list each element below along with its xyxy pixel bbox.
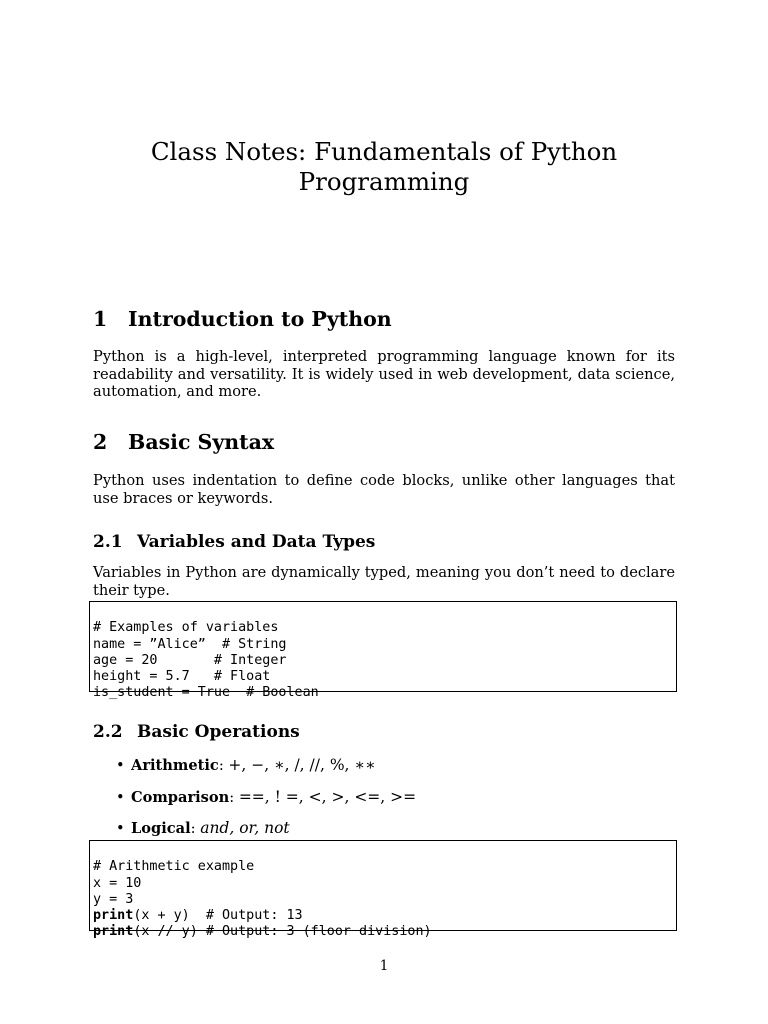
subsection-title: Variables and Data Types: [137, 532, 376, 552]
code-line: is_student = True # Boolean: [93, 685, 319, 701]
title-line-1: Class Notes: Fundamentals of Python: [150, 137, 618, 166]
code-line: # Examples of variables: [93, 620, 279, 636]
section-2-paragraph: Python uses indentation to define code blocks, unlike other languages that use braces or keywords.: [93, 472, 675, 507]
code-line: name = ”Alice” # String: [93, 636, 287, 652]
section-number: 1: [93, 307, 108, 331]
subsection-title: Basic Operations: [137, 722, 300, 742]
subsection-heading-2-2: [93, 722, 300, 742]
document-title: [93, 137, 675, 197]
section-title: Basic Syntax: [128, 430, 275, 454]
section-number: 2: [93, 430, 108, 454]
code-text: (x + y) # Output: 13: [133, 908, 303, 924]
subsection-number: 2.2: [93, 722, 123, 742]
section-title: Introduction to Python: [128, 307, 392, 331]
bullet-value: ==, ! =, <, >, <=, >=: [238, 788, 417, 806]
bullet-label: Logical: [131, 820, 191, 837]
section-heading-1: [93, 307, 392, 331]
title-line-2: Programming: [298, 167, 470, 196]
bullet-icon: •: [116, 789, 125, 806]
bullet-label: Arithmetic: [131, 757, 219, 774]
code-line: x = 10: [93, 875, 142, 891]
code-block-variables: [89, 601, 677, 701]
section-1-paragraph: Python is a high-level, interpreted programming language known for its readability and versatility. It is widely used in web development, data science, automation, and more.: [93, 348, 675, 401]
bullet-icon: •: [116, 820, 125, 837]
code-keyword: print: [93, 908, 134, 924]
page-number: 1: [379, 958, 389, 974]
section-2-1-paragraph: Variables in Python are dynamically typed, meaning you don’t need to declare their type.: [93, 564, 675, 599]
list-item-arithmetic: • Arithmetic: +, −, ∗, /, //, %, ∗∗: [116, 756, 376, 774]
bullet-value: +, −, ∗, /, //, %, ∗∗: [228, 756, 376, 774]
list-item-comparison: • Comparison: ==, ! =, <, >, <=, >=: [116, 788, 417, 806]
code-line: # Arithmetic example: [93, 859, 255, 875]
bullet-icon: •: [116, 757, 125, 774]
code-block-arithmetic: [89, 840, 677, 940]
code-line: age = 20 # Integer: [93, 652, 287, 668]
bullet-value: and, or, not: [200, 819, 290, 837]
bullet-label: Comparison: [131, 789, 230, 806]
code-line: height = 5.7 # Float: [93, 669, 271, 685]
code-line: [93, 924, 673, 940]
code-keyword: print: [93, 924, 134, 940]
code-line: y = 3: [93, 891, 134, 907]
subsection-heading-2-1: [93, 532, 375, 552]
code-text: (x // y) # Output: 3 (floor division): [133, 924, 432, 940]
list-item-logical: • Logical: and, or, not: [116, 819, 290, 837]
section-heading-2: [93, 430, 274, 454]
subsection-number: 2.1: [93, 532, 123, 552]
code-line: [93, 908, 673, 924]
